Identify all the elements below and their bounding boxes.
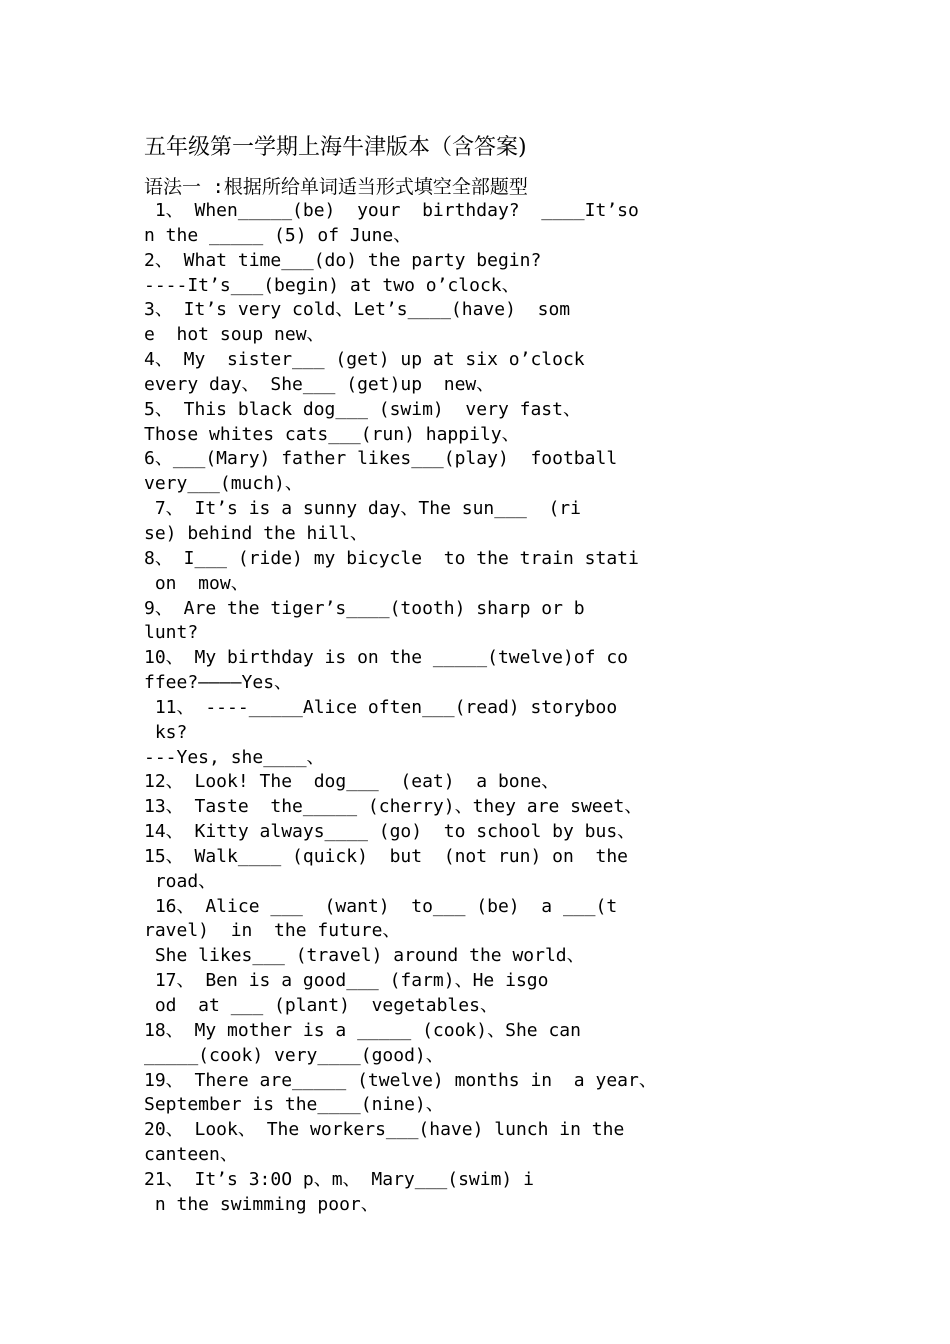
exercise-line: 21、 It’s 3:0O p、m、 Mary___(swim) i [144, 1168, 534, 1190]
exercise-line: 6、___(Mary) father likes___(play) football [144, 448, 618, 470]
exercise-line: ----It’s___(begin) at two o’clock、 [144, 274, 520, 296]
exercise-line: lunt? [144, 622, 199, 644]
exercise-line: se) behind the hill、 [144, 522, 368, 544]
exercise-line: 11、 ----_____Alice often___(read) storyboo [144, 696, 618, 718]
exercise-line: 20、 Look、 The workers___(have) lunch in the [144, 1119, 625, 1141]
exercise-line: 14、 Kitty always____ (go) to school by bus、 [144, 821, 636, 843]
exercise-line: ---Yes, she____、 [144, 746, 325, 768]
exercise-line: road、 [144, 870, 217, 892]
exercise-line: 13、 Taste the_____ (cherry)、they are sweet、 [144, 796, 643, 818]
exercise-line: ffee?————Yes、 [144, 672, 293, 694]
exercise-line: n the swimming poor、 [144, 1193, 379, 1215]
exercise-line: 8、 I___ (ride) my bicycle to the train stati [144, 547, 639, 569]
exercise-line: 3、 It’s very cold、Let’s____(have) som [144, 299, 571, 321]
exercise-line: ravel) in the future、 [144, 920, 401, 942]
exercise-line: 4、 My sister___ (get) up at six o’clock [144, 349, 585, 371]
exercise-line: 1、 When_____(be) your birthday? ____It’so [144, 200, 639, 221]
exercise-line: 2、 What time___(do) the party begin? [144, 249, 542, 271]
exercise-line: e hot soup new、 [144, 324, 325, 346]
exercise-line: Those whites cats___(run) happily、 [144, 423, 520, 445]
exercise-line: very___(much)、 [144, 473, 303, 495]
section-heading: 语法一 :根据所给单词适当形式填空全部题型 [144, 176, 528, 198]
exercise-line: on mow、 [144, 572, 249, 594]
exercise-line: 12、 Look! The dog___ (eat) a bone、 [144, 771, 560, 793]
exercise-line: every day、 She___ (get)up new、 [144, 373, 495, 395]
exercise-line: od at ___ (plant) vegetables、 [144, 995, 498, 1016]
exercise-lines [144, 199, 814, 1218]
exercise-line: ks? [144, 721, 188, 743]
exercise-line: 5、 This black dog___ (swim) very fast、 [144, 398, 581, 420]
exercise-line: 16、 Alice ___ (want) to___ (be) a ___(t [144, 895, 618, 917]
document-title: 五年级第一学期上海牛津版本（含答案) [144, 135, 527, 160]
exercise-line: 18、 My mother is a _____ (cook)、She can [144, 1019, 581, 1041]
exercise-line: 15、 Walk____ (quick) but (not run) on the [144, 845, 628, 867]
exercise-line: 17、 Ben is a good___ (farm)、He isgo [144, 970, 549, 992]
exercise-line: canteen、 [144, 1144, 238, 1166]
exercise-line: 7、 It’s is a sunny day、The sun___ (ri [144, 498, 581, 520]
exercise-line: 19、 There are_____ (twelve) months in a year、 [144, 1069, 657, 1091]
exercise-line: 10、 My birthday is on the _____(twelve)of co [144, 647, 628, 669]
exercise-line: September is the____(nine)、 [144, 1094, 444, 1116]
exercise-line: n the _____ (5) of June、 [144, 224, 412, 246]
exercise-line: She likes___ (travel) around the world、 [144, 945, 585, 967]
exercise-line: _____(cook) very____(good)、 [144, 1044, 444, 1066]
exercise-line: 9、 Are the tiger’s____(tooth) sharp or b [144, 597, 585, 619]
